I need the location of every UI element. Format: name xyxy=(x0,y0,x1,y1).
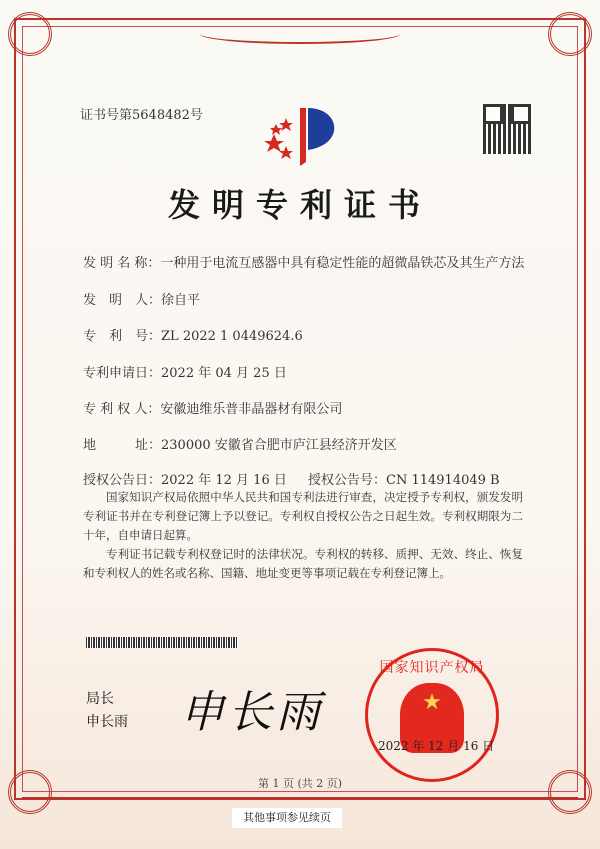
field-value: 一种用于电流互感器中具有稳定性能的超微晶铁芯及其生产方法 xyxy=(160,256,525,271)
seal-date: 2022 年 12 月 16 日 xyxy=(378,739,495,753)
qr-code xyxy=(483,104,531,154)
field-label: 发 明 人： xyxy=(83,293,162,308)
field-label: 授权公告日： xyxy=(83,473,162,488)
field-invention-name xyxy=(83,252,524,271)
field-filing-date xyxy=(83,362,287,381)
paragraph-grant: 国家知识产权局依照中华人民共和国专利法进行审查，决定授予专利权，颁发发明专利证书并在专利登记簿上予以登记。专利权自授权公告之日起生效。专利权期限为二十年，自申请日起算。 xyxy=(83,490,523,542)
field-label: 授权公告号： xyxy=(308,473,387,488)
field-grant-date xyxy=(83,469,287,488)
director-signature: 申长雨 xyxy=(180,687,324,738)
field-publication-number xyxy=(308,469,500,488)
field-label: 发 明 名 称： xyxy=(83,256,161,271)
paragraph-legal-status: 专利证书记载专利权登记时的法律状况。专利权的转移、质押、无效、终止、恢复和专利权人的姓名或名称、国籍、地址变更等事项记载在专利登记簿上。 xyxy=(83,547,523,580)
field-label: 专 利 权 人： xyxy=(83,402,161,417)
field-address xyxy=(83,434,397,453)
certificate-title: 发明专利证书 xyxy=(167,186,432,224)
field-label: 地 址： xyxy=(83,438,162,453)
field-value: 2022 年 12 月 16 日 xyxy=(161,473,287,488)
director-title: 局长 xyxy=(86,691,114,707)
field-inventor xyxy=(83,289,200,308)
director-name: 申长雨 xyxy=(86,714,128,730)
field-label: 专 利 号： xyxy=(83,329,162,344)
field-value: 2022 年 04 月 25 日 xyxy=(161,366,287,381)
certificate-paragraphs xyxy=(83,488,523,583)
field-value: ZL 2022 1 0449624.6 xyxy=(161,329,303,344)
field-patentee xyxy=(83,398,342,417)
field-value: 徐自平 xyxy=(161,293,201,308)
official-seal xyxy=(365,648,499,782)
corner-ornament xyxy=(548,12,592,56)
page-number: 第 1 页 (共 2 页) xyxy=(257,777,343,790)
field-patent-number xyxy=(83,325,303,344)
field-label: 专利申请日： xyxy=(83,366,162,381)
barcode xyxy=(86,637,238,648)
certificate-number: 证书号第5648482号 xyxy=(80,108,203,123)
bottom-rule xyxy=(22,797,578,799)
top-ornament xyxy=(200,24,400,44)
field-value: 230000 安徽省合肥市庐江县经济开发区 xyxy=(161,438,397,453)
national-emblem-icon: ★ xyxy=(400,683,464,753)
continuation-note: 其他事项参见续页 xyxy=(232,808,342,828)
cnipa-logo xyxy=(260,100,350,170)
corner-ornament xyxy=(8,12,52,56)
field-value: CN 114914049 B xyxy=(386,473,500,488)
seal-text: 国家知识产权局 xyxy=(379,660,485,676)
field-value: 安徽迪维乐普非晶器材有限公司 xyxy=(160,402,343,417)
